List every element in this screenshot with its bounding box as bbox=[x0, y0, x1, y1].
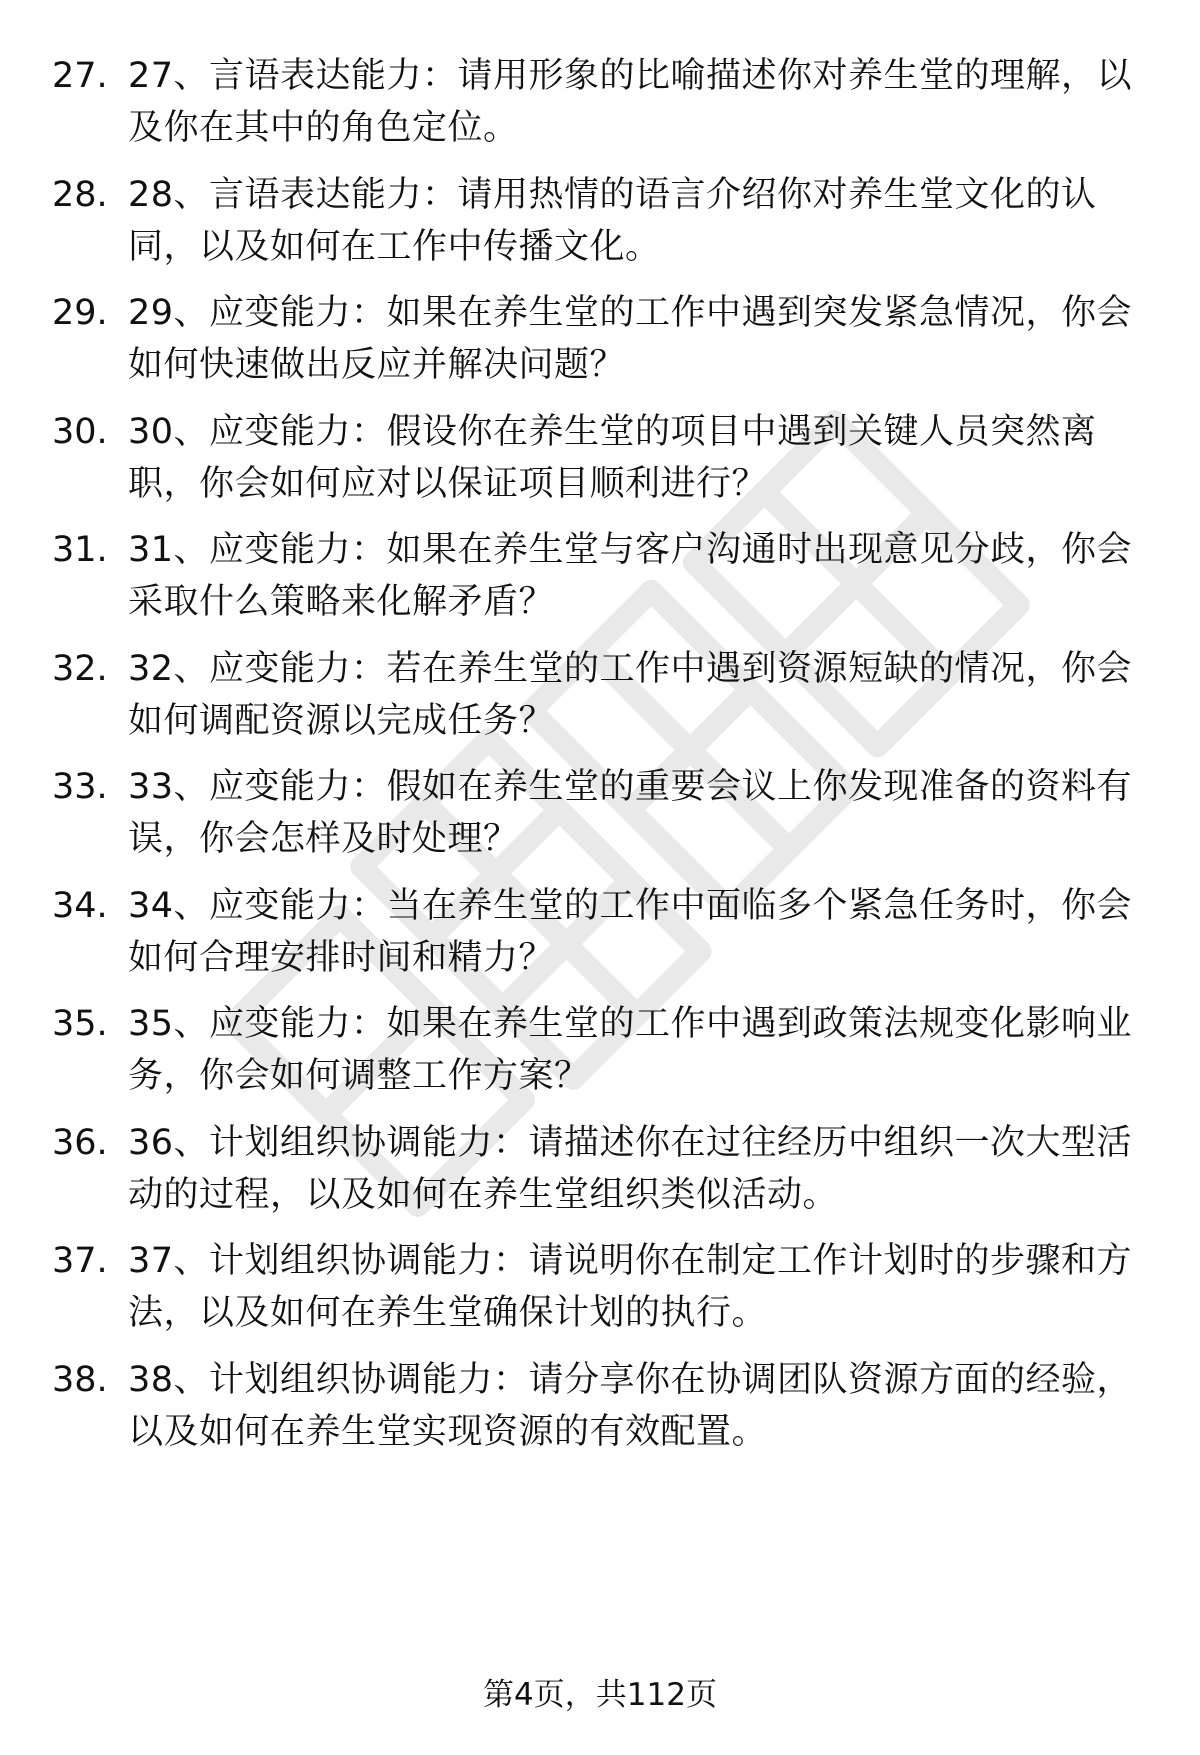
question-number: 32. bbox=[52, 648, 108, 689]
question-text-line: 29、应变能力：如果在养生堂的工作中遇到突发紧急情况，你会 bbox=[128, 293, 1133, 333]
question-text bbox=[128, 524, 1148, 628]
question-text-line: 务，你会如何调整工作方案？ bbox=[128, 1056, 590, 1096]
question-text-line: 27、言语表达能力：请用形象的比喻描述你对养生堂的理解，以 bbox=[128, 56, 1133, 96]
question-text-line: 34、应变能力：当在养生堂的工作中面临多个紧急任务时，你会 bbox=[128, 885, 1133, 926]
question-text bbox=[128, 880, 1148, 984]
question-text-line: 32、应变能力：若在养生堂的工作中遇到资源短缺的情况，你会 bbox=[128, 648, 1133, 689]
question-item bbox=[0, 50, 1200, 160]
question-item bbox=[0, 524, 1200, 634]
question-number: 37. bbox=[52, 1241, 108, 1281]
question-text-line: 30、应变能力：假设你在养生堂的项目中遇到关键人员突然离 bbox=[128, 411, 1097, 452]
question-text-line: 如何快速做出反应并解决问题？ bbox=[128, 345, 626, 385]
question-text bbox=[128, 287, 1148, 391]
question-number: 34. bbox=[52, 885, 108, 926]
question-text-line: 如何调配资源以完成任务？ bbox=[128, 700, 555, 741]
question-item bbox=[0, 643, 1200, 753]
question-text bbox=[128, 761, 1148, 865]
question-item bbox=[0, 1235, 1200, 1345]
question-text-line: 35、应变能力：如果在养生堂的工作中遇到政策法规变化影响业 bbox=[128, 1004, 1133, 1044]
question-item bbox=[0, 880, 1200, 990]
question-text-line: 36、计划组织协调能力：请描述你在过往经历中组织一次大型活 bbox=[128, 1122, 1133, 1163]
question-text bbox=[128, 50, 1148, 154]
question-number: 31. bbox=[52, 530, 108, 570]
question-number: 35. bbox=[52, 1004, 108, 1044]
question-text-line: 如何合理安排时间和精力？ bbox=[128, 937, 555, 978]
question-text-line: 33、应变能力：假如在养生堂的重要会议上你发现准备的资料有 bbox=[128, 767, 1133, 807]
question-text-line: 采取什么策略来化解矛盾？ bbox=[128, 582, 555, 622]
question-text-line: 同，以及如何在工作中传播文化。 bbox=[128, 226, 661, 267]
question-text-line: 法，以及如何在养生堂确保计划的执行。 bbox=[128, 1293, 768, 1333]
question-item bbox=[0, 998, 1200, 1108]
question-text-line: 28、言语表达能力：请用热情的语言介绍你对养生堂文化的认 bbox=[128, 174, 1097, 215]
question-text bbox=[128, 998, 1148, 1102]
question-number: 30. bbox=[52, 411, 108, 452]
question-text-line: 以及如何在养生堂实现资源的有效配置。 bbox=[128, 1411, 768, 1452]
question-item bbox=[0, 761, 1200, 871]
question-text-line: 31、应变能力：如果在养生堂与客户沟通时出现意见分歧，你会 bbox=[128, 530, 1133, 570]
question-number: 33. bbox=[52, 767, 108, 807]
question-text bbox=[128, 1354, 1148, 1458]
question-text bbox=[128, 1235, 1148, 1339]
question-item bbox=[0, 1354, 1200, 1464]
question-text-line: 职，你会如何应对以保证项目顺利进行？ bbox=[128, 463, 768, 504]
question-number: 29. bbox=[52, 293, 108, 333]
question-number: 36. bbox=[52, 1122, 108, 1163]
question-item bbox=[0, 406, 1200, 516]
question-text bbox=[128, 169, 1148, 273]
question-item bbox=[0, 1117, 1200, 1227]
question-number: 28. bbox=[52, 174, 108, 215]
question-text-line: 37、计划组织协调能力：请说明你在制定工作计划时的步骤和方 bbox=[128, 1241, 1133, 1281]
question-text-line: 误，你会怎样及时处理？ bbox=[128, 819, 519, 859]
page-number-footer: 第4页，共112页 bbox=[483, 1677, 717, 1713]
question-number: 38. bbox=[52, 1359, 108, 1400]
question-number: 27. bbox=[52, 56, 108, 96]
question-text-line: 38、计划组织协调能力：请分享你在协调团队资源方面的经验， bbox=[128, 1359, 1133, 1400]
question-text-line: 动的过程，以及如何在养生堂组织类似活动。 bbox=[128, 1174, 839, 1215]
question-text-line: 及你在其中的角色定位。 bbox=[128, 108, 519, 148]
question-item bbox=[0, 287, 1200, 397]
question-text bbox=[128, 406, 1148, 510]
question-text bbox=[128, 643, 1148, 747]
question-item bbox=[0, 169, 1200, 279]
question-text bbox=[128, 1117, 1148, 1221]
